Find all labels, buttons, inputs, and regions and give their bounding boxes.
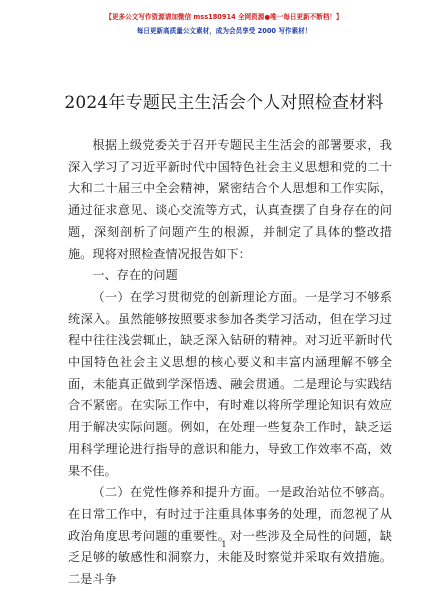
section-heading: 一、存在的问题 — [92, 268, 178, 283]
document-title: 2024年专题民主生活会个人对照检查材料 — [64, 93, 384, 113]
page-number: 1 — [221, 540, 227, 550]
paragraph-party-spirit: （二）在党性修养和提升方面。一是政治站位不够高。在日常工作中，有时过于注重具体事务的处理，而忽视了从政治角度思考问题的重要性。对一些涉及全局性的问题，缺乏足够的敏感性和洞察力，未能及时察觉并采取有效措施。二是斗争 — [68, 485, 392, 587]
promo-banner — [0, 10, 448, 38]
paragraph-study: （一）在学习贯彻党的创新理论方面。一是学习不够系统深入。虽然能够按照要求参加各类学习活动，但在学习过程中往往浅尝辄止，缺乏深入钻研的精神。对习近平新时代中国特色社会主义思想的核心要义和丰富内涵理解不够全面，未能真正做到学深悟透、融会贯通。二是理论与实践结合不紧密。在实际工作中，有时难以将所学理论知识有效应用于解决实际问题。例如，在处理一些复杂工作时，缺乏运用科学理论进行指导的意识和能力，导致工作效率不高，效果不佳。 — [68, 289, 392, 478]
promo-line-red: 【更多公文写作资源请加微信 mss180914 全网资源●唯一每日更新不断档！】 — [105, 13, 343, 21]
intro-paragraph: 根据上级党委关于召开专题民主生活会的部署要求，我深入学习了习近平新时代中国特色社会主义思想和党的二十大和二十届三中全会精神，紧密结合个人思想和工作实际，通过征求意见、谈心交流等方式，认真查摆了自身存在的问题，深刻剖析了问题产生的根源，并制定了具体的整改措施。现将对照检查情况报告如下： — [68, 138, 392, 261]
document-body — [68, 135, 392, 591]
promo-line-blue: 每日更新高质量公文素材，成为会员享受 2000 写作素材！ — [136, 27, 312, 35]
